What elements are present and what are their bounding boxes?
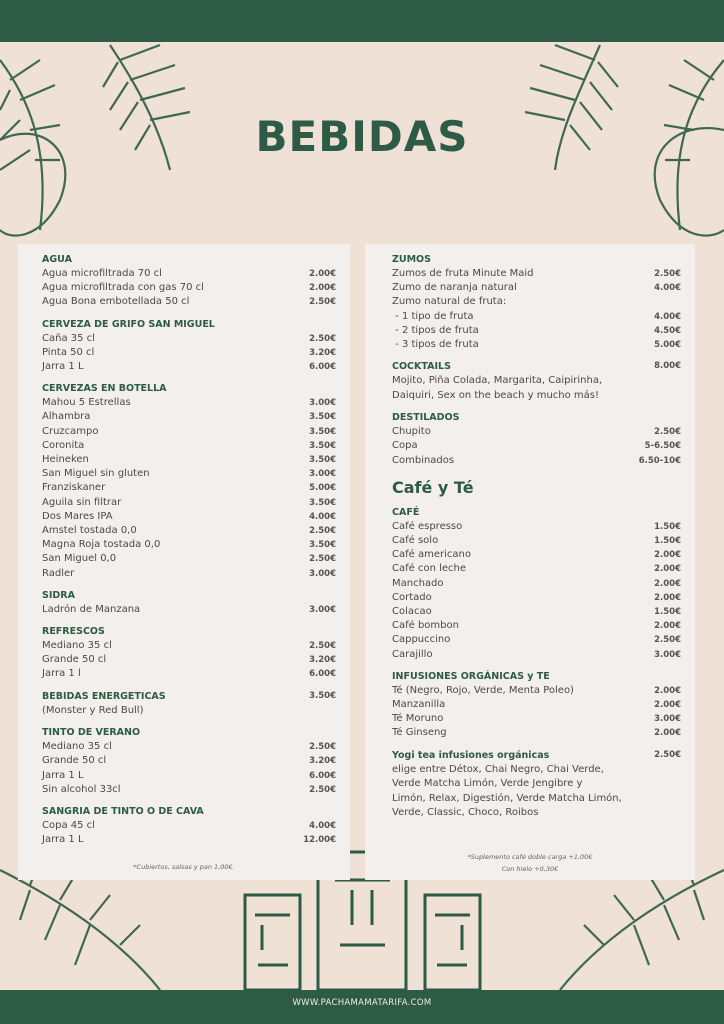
item-price: 2.50€ — [309, 333, 336, 344]
item-name: Zumo natural de fruta: — [392, 296, 507, 308]
item-price: 1.50€ — [654, 607, 681, 618]
item-name: Cappuccino — [392, 634, 451, 646]
item-price: 2.00€ — [309, 283, 336, 294]
menu-item — [42, 332, 336, 346]
section-heading: BEBIDAS ENERGETICAS — [42, 690, 166, 702]
item-price: 6.00€ — [309, 770, 336, 781]
menu-item — [42, 453, 336, 467]
item-name: Carajillo — [392, 648, 433, 660]
item-name: Franziskaner — [42, 482, 106, 494]
section-description: Verde, Classic, Choco, Roibos — [392, 807, 539, 819]
menu-item — [42, 396, 336, 410]
item-name: Cortado — [392, 591, 432, 603]
item-name: Chupito — [392, 426, 431, 438]
item-price: 4.00€ — [654, 283, 681, 294]
menu-item — [392, 712, 681, 726]
item-name: Magna Roja tostada 0,0 — [42, 539, 161, 551]
item-price: 3.50€ — [309, 412, 336, 423]
menu-item — [42, 667, 336, 681]
section-price: 2.50€ — [654, 749, 681, 760]
menu-item — [392, 562, 681, 576]
menu-item — [392, 324, 681, 338]
menu-item — [42, 783, 336, 797]
section-price: 3.50€ — [309, 690, 336, 701]
item-name: Jarra 1 L — [42, 834, 84, 846]
section-price: 8.00€ — [654, 361, 681, 372]
menu-section — [392, 359, 681, 403]
menu-section — [42, 725, 336, 797]
menu-item — [392, 281, 681, 295]
section-heading: CERVEZAS EN BOTELLA — [42, 383, 167, 395]
menu-item — [392, 338, 681, 352]
item-price: 2.00€ — [654, 700, 681, 711]
right-footnote — [365, 851, 695, 875]
menu-item — [42, 425, 336, 439]
item-name: Alhambra — [42, 411, 91, 423]
item-name: Jarra 1 L — [42, 769, 84, 781]
item-name: Manchado — [392, 577, 444, 589]
item-name: Café espresso — [392, 520, 463, 532]
menu-panel-right — [365, 244, 695, 880]
menu-item — [42, 833, 336, 847]
section-description: (Monster y Red Bull) — [42, 704, 144, 716]
menu-section — [42, 624, 336, 682]
menu-item — [392, 534, 681, 548]
item-price: 3.20€ — [309, 756, 336, 767]
section-heading: TINTO DE VERANO — [42, 727, 141, 739]
section-heading: SANGRIA DE TINTO O DE CAVA — [42, 805, 204, 817]
item-name: Combinados — [392, 454, 455, 466]
item-price: 4.50€ — [654, 325, 681, 336]
menu-item — [42, 653, 336, 667]
item-name: Grande 50 cl — [42, 654, 107, 666]
item-name: Mediano 35 cl — [42, 741, 112, 753]
item-name: Café solo — [392, 535, 439, 547]
item-name: Cruzcampo — [42, 425, 99, 437]
item-name: Jarra 1 L — [42, 361, 84, 373]
item-price: 2.50€ — [309, 784, 336, 795]
item-price: 2.50€ — [309, 526, 336, 537]
item-name: - 3 tipos de fruta — [392, 339, 479, 351]
item-price: 5.00€ — [654, 340, 681, 351]
item-name: Copa 45 cl — [42, 819, 95, 831]
item-name: Agua Bona embotellada 50 cl — [42, 296, 190, 308]
left-footnote: *Cubiertos, salsas y pan 1,00€. — [133, 863, 235, 871]
section-heading: REFRESCOS — [42, 626, 105, 638]
item-price: 2.00€ — [654, 621, 681, 632]
menu-item — [42, 552, 336, 566]
item-price: 5-6.50€ — [644, 441, 681, 452]
menu-item — [392, 577, 681, 591]
section-heading: ZUMOS — [392, 254, 431, 265]
item-price: 3.50€ — [309, 426, 336, 437]
item-name: Grande 50 cl — [42, 755, 107, 767]
item-name: San Miguel 0,0 — [42, 553, 117, 565]
menu-item — [392, 698, 681, 712]
menu-section — [392, 669, 681, 741]
item-price: 4.00€ — [309, 511, 336, 522]
item-name: Aguila sin filtrar — [42, 496, 122, 508]
menu-item — [392, 439, 681, 453]
item-price: 5.00€ — [309, 483, 336, 494]
menu-item — [392, 633, 681, 647]
section-heading: DESTILADOS — [392, 412, 460, 424]
menu-section — [392, 410, 681, 468]
item-name: Copa — [392, 440, 418, 452]
section-header — [42, 624, 336, 639]
item-name: Amstel tostada 0,0 — [42, 525, 137, 537]
menu-item — [42, 603, 336, 617]
item-price: 3.00€ — [654, 649, 681, 660]
section-description: Limón, Relax, Digestión, Verde Matcha Limón, — [392, 792, 622, 804]
item-price: 2.00€ — [654, 685, 681, 696]
menu-item — [392, 619, 681, 633]
menu-section — [42, 804, 336, 847]
menu-item — [42, 360, 336, 374]
section-header — [42, 588, 336, 603]
item-price: 3.00€ — [654, 714, 681, 725]
menu-item — [392, 425, 681, 439]
item-price: 4.00€ — [654, 311, 681, 322]
section-description: Mojito, Piña Colada, Margarita, Caipirinha, — [392, 375, 603, 387]
section-header — [42, 725, 336, 740]
item-price: 2.00€ — [654, 728, 681, 739]
menu-item — [392, 648, 681, 662]
item-name: Radler — [42, 567, 75, 579]
menu-item — [42, 819, 336, 833]
item-name: Zumo de naranja natural — [392, 282, 517, 294]
section-description: Daiquiri, Sex on the beach y mucho más! — [392, 389, 600, 401]
menu-item — [42, 510, 336, 524]
item-name: Mediano 35 cl — [42, 640, 112, 652]
menu-item — [392, 726, 681, 740]
section-heading: CERVEZA DE GRIFO SAN MIGUEL — [42, 318, 215, 330]
item-price: 3.20€ — [309, 347, 336, 358]
section-header — [42, 252, 336, 267]
item-name: Té Ginseng — [392, 727, 447, 739]
menu-item — [42, 740, 336, 754]
menu-item — [392, 520, 681, 534]
section-header — [42, 317, 336, 332]
menu-item — [42, 346, 336, 360]
section-heading: SIDRA — [42, 589, 75, 601]
section-header — [42, 381, 336, 396]
menu-item — [42, 639, 336, 653]
item-price: 6.00€ — [309, 362, 336, 373]
menu-item — [42, 538, 336, 552]
item-name: Té Moruno — [392, 713, 444, 725]
item-price: 4.00€ — [309, 820, 336, 831]
item-name: Agua microfiltrada con gas 70 cl — [42, 282, 204, 294]
item-name: Heineken — [42, 454, 89, 466]
menu-item — [42, 769, 336, 783]
menu-panel-left — [18, 244, 350, 880]
item-name: Jarra 1 l — [42, 668, 81, 680]
item-name: Colacao — [392, 606, 432, 618]
item-name: Agua microfiltrada 70 cl — [42, 268, 162, 279]
item-price: 2.50€ — [309, 641, 336, 652]
item-price: 3.50€ — [309, 440, 336, 451]
item-price: 2.50€ — [309, 742, 336, 753]
item-price: 6.00€ — [309, 669, 336, 680]
menu-item — [392, 454, 681, 468]
menu-item — [42, 295, 336, 309]
item-price: 3.00€ — [309, 568, 336, 579]
item-name: - 1 tipo de fruta — [392, 310, 474, 322]
item-price: 3.50€ — [309, 540, 336, 551]
item-price: 1.50€ — [654, 536, 681, 547]
menu-section — [392, 505, 681, 662]
menu-section — [392, 748, 681, 821]
item-price: 12.00€ — [303, 835, 336, 846]
item-price: 3.00€ — [309, 469, 336, 480]
menu-item — [392, 295, 681, 309]
item-price: 2.50€ — [654, 427, 681, 438]
section-heading: COCKTAILS — [392, 361, 451, 373]
menu-item — [42, 754, 336, 768]
section-header — [392, 359, 681, 374]
menu-item — [392, 310, 681, 324]
item-price: 2.00€ — [654, 592, 681, 603]
item-price: 2.50€ — [654, 635, 681, 646]
item-name: Manzanilla — [392, 699, 446, 711]
item-name: Café americano — [392, 549, 471, 561]
item-price: 2.00€ — [654, 550, 681, 561]
menu-item — [392, 591, 681, 605]
menu-section — [42, 689, 336, 719]
item-name: San Miguel sin gluten — [42, 468, 150, 480]
section-header — [392, 410, 681, 425]
menu-item — [42, 567, 336, 581]
item-name: Café con leche — [392, 563, 467, 575]
menu-item — [42, 467, 336, 481]
menu-section — [392, 252, 681, 352]
menu-item — [392, 605, 681, 619]
menu-item — [42, 267, 336, 281]
section-header — [392, 252, 681, 267]
page-title: BEBIDAS — [255, 112, 469, 161]
section-heading: CAFÉ — [392, 506, 420, 518]
item-price: 2.00€ — [654, 578, 681, 589]
item-name: Coronita — [42, 439, 85, 451]
item-name: Zumos de fruta Minute Maid — [392, 268, 534, 279]
menu-item — [392, 267, 681, 281]
section-title: Café y Té — [392, 477, 474, 497]
section-header — [42, 689, 336, 704]
footer-band — [0, 990, 724, 1024]
item-price: 2.00€ — [654, 564, 681, 575]
menu-item — [42, 524, 336, 538]
section-header — [42, 804, 336, 819]
item-name: Ladrón de Manzana — [42, 603, 141, 615]
menu-item — [42, 439, 336, 453]
item-name: Té (Negro, Rojo, Verde, Menta Poleo) — [392, 684, 574, 696]
menu-item — [392, 684, 681, 698]
menu-section — [42, 588, 336, 617]
menu-item — [42, 481, 336, 495]
item-price: 3.50€ — [309, 455, 336, 466]
item-name: Caña 35 cl — [42, 332, 95, 344]
menu-item — [42, 410, 336, 424]
menu-section — [42, 252, 336, 310]
menu-section — [42, 317, 336, 375]
item-name: Dos Mares IPA — [42, 510, 113, 522]
section-heading: Yogi tea infusiones orgánicas — [392, 749, 550, 761]
menu-item — [42, 496, 336, 510]
footnote-line: Con hielo +0,30€ — [501, 865, 559, 873]
website-url: WWW.PACHAMAMATARIFA.COM — [292, 998, 432, 1008]
item-price: 1.50€ — [654, 521, 681, 532]
item-price: 6.50-10€ — [638, 455, 681, 466]
item-name: - 2 tipos de fruta — [392, 324, 479, 336]
menu-item — [392, 548, 681, 562]
item-price: 2.50€ — [654, 269, 681, 279]
item-price: 3.50€ — [309, 497, 336, 508]
item-name: Café bombon — [392, 620, 459, 632]
section-header — [392, 669, 681, 684]
item-name: Mahou 5 Estrellas — [42, 397, 131, 409]
section-heading: AGUA — [42, 254, 72, 265]
item-price: 3.00€ — [309, 604, 336, 615]
item-price: 2.50€ — [309, 554, 336, 565]
item-price: 2.00€ — [309, 269, 336, 279]
item-name: Sin alcohol 33cl — [42, 783, 121, 795]
section-heading: INFUSIONES ORGÁNICAS y TE — [392, 670, 550, 682]
section-description: Verde Matcha Limón, Verde Jengibre y — [392, 778, 583, 790]
section-header — [392, 748, 681, 763]
section-description: elige entre Détox, Chai Negro, Chai Verde, — [392, 763, 604, 775]
menu-section — [42, 381, 336, 581]
menu-item — [42, 281, 336, 295]
item-name: Pinta 50 cl — [42, 346, 95, 358]
section-header — [392, 505, 681, 520]
item-price: 2.50€ — [309, 297, 336, 308]
item-price: 3.20€ — [309, 655, 336, 666]
item-price: 3.00€ — [309, 398, 336, 409]
footnote-line: *Suplemento café doble carga +1,00€ — [467, 853, 593, 861]
